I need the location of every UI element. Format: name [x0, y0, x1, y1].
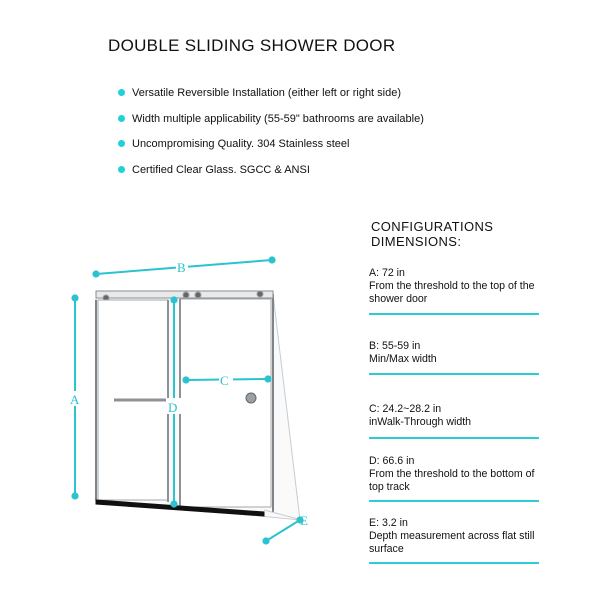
feature-text: Width multiple applicability (55-59" bathrooms are available) [132, 112, 424, 125]
dimension-label-e: E [300, 513, 308, 528]
configurations-title [371, 219, 493, 249]
spec-desc: Depth measurement across flat still surface [369, 530, 535, 555]
feature-text: Certified Clear Glass. SGCC & ANSI [132, 163, 310, 176]
spec-d [369, 455, 541, 494]
feature-text: Versatile Reversible Installation (either left or right side) [132, 87, 402, 99]
divider [369, 373, 539, 375]
spec-desc: inWalk-Through width [369, 416, 472, 428]
page-title: DOUBLE SLIDING SHOWER DOOR [108, 36, 396, 55]
divider [369, 562, 539, 564]
divider [369, 500, 539, 502]
spec-desc: From the threshold to the top of the shower door [369, 280, 535, 305]
divider [369, 437, 539, 439]
dimension-label-d: D [168, 400, 178, 415]
spec-e [369, 517, 541, 556]
configurations-title-line: CONFIGURATIONS [371, 219, 494, 234]
spec-desc: From the threshold to the bottom of top track [369, 468, 535, 493]
spec-c [369, 403, 541, 429]
spec-label: A: 72 in [369, 267, 405, 279]
dimension-label-a: A [70, 392, 80, 407]
spec-b [369, 340, 541, 366]
dimension-label-b: B [177, 260, 186, 275]
spec-label: D: 66.6 in [369, 455, 415, 467]
spec-label: E: 3.2 in [369, 517, 408, 529]
feature-text: Uncompromising Quality. 304 Stainless steel [132, 138, 350, 150]
spec-label: B: 55-59 in [369, 340, 421, 352]
door-frame [96, 291, 302, 520]
dimension-label-c: C [220, 373, 229, 388]
dimensions-title-line: DIMENSIONS: [371, 234, 462, 249]
spec-label: C: 24.2~28.2 in [369, 403, 442, 415]
spec-desc: Min/Max width [369, 353, 437, 365]
spec-a [369, 267, 541, 306]
dimension-line-e [266, 520, 300, 541]
divider [369, 313, 539, 315]
